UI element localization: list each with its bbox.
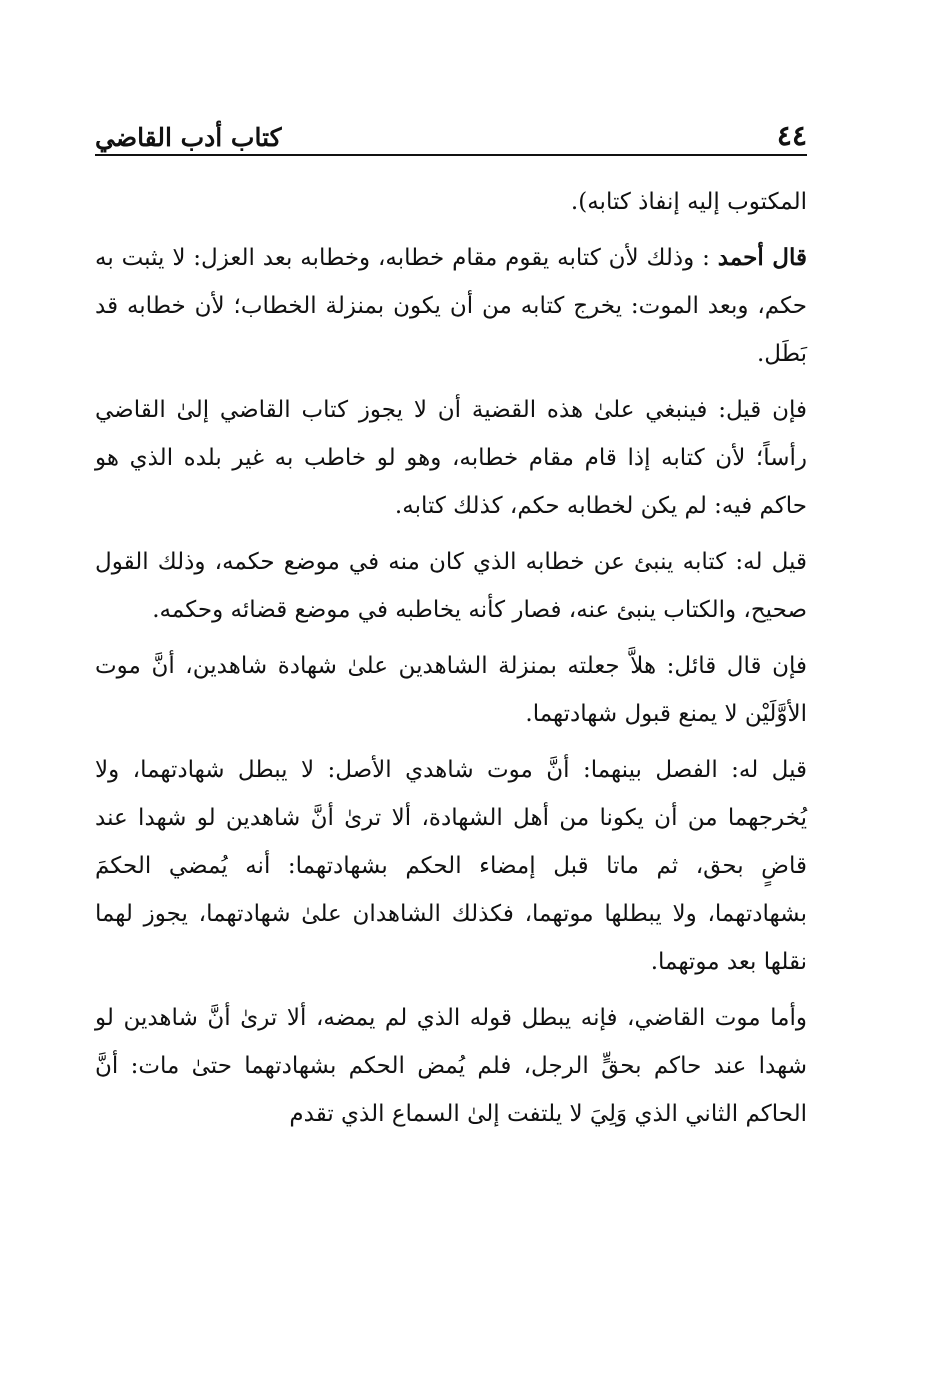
paragraph (95, 994, 807, 1138)
paragraph (95, 642, 807, 738)
paragraph (95, 178, 807, 226)
paragraph-text: : وذلك لأن كتابه يقوم مقام خطابه، وخطابه بعد العزل: لا يثبت به حكم، وبعد الموت: يخرج كتابه من أن يكون بمنزلة الخطاب؛ لأن خطابه قد بَطَل. (95, 245, 807, 367)
speaker-name: قال أحمد (717, 244, 807, 271)
book-title: كتاب أدب القاضي (95, 123, 282, 152)
paragraph-text: فإن قيل: فينبغي علىٰ هذه القضية أن لا يجوز كتاب القاضي إلىٰ القاضي رأساً؛ لأن كتابه إذا قام مقام خطابه، وهو لو خاطب به غير بلده الذي هو حاكم فيه: لم يكن لخطابه حكم، كذلك كتابه. (95, 397, 807, 519)
paragraph-text: وأما موت القاضي، فإنه يبطل قوله الذي لم يمضه، ألا ترىٰ أنَّ شاهدين لو شهدا عند حاكم بحقٍّ الرجل، فلم يُمض الحكم بشهادتهما حتىٰ مات: أنَّ الحاكم الثاني الذي وَلِيَ لا يلتفت إلىٰ السماع الذي تقدم (95, 1005, 807, 1127)
page-number: ٤٤ (776, 119, 807, 152)
paragraph-text: قيل له: الفصل بينهما: أنَّ موت شاهدي الأصل: لا يبطل شهادتهما، ولا يُخرجهما من أن يكونا من أهل الشهادة، ألا ترىٰ أنَّ شاهدين لو شهدا عند قاضٍ بحق، ثم ماتا قبل إمضاء الحكم بشهادتهما: أنه يُمضي الحكمَ بشهادتهما، ولا يبطلها موتهما، فكذلك الشاهدان علىٰ شهادتهما، يجوز لهما نقلها بعد موتهما. (95, 757, 807, 975)
paragraph (95, 746, 807, 986)
paragraph-text: المكتوب إليه إنفاذ كتابه). (570, 189, 807, 215)
paragraph (95, 538, 807, 634)
book-page (95, 100, 807, 1146)
page-header (95, 100, 807, 156)
paragraph-text: فإن قال قائل: هلاَّ جعلته بمنزلة الشاهدين علىٰ شهادة شاهدين، أنَّ موت الأوَّلَيْن لا يمنع قبول شهادتهما. (95, 653, 808, 727)
paragraph (95, 386, 807, 530)
paragraph-text: قيل له: كتابه ينبئ عن خطابه الذي كان منه في موضع حكمه، وذلك القول صحيح، والكتاب ينبئ عنه، فصار كأنه يخاطبه في موضع قضائه وحكمه. (95, 549, 807, 623)
body-text (95, 178, 807, 1138)
paragraph (95, 234, 807, 378)
